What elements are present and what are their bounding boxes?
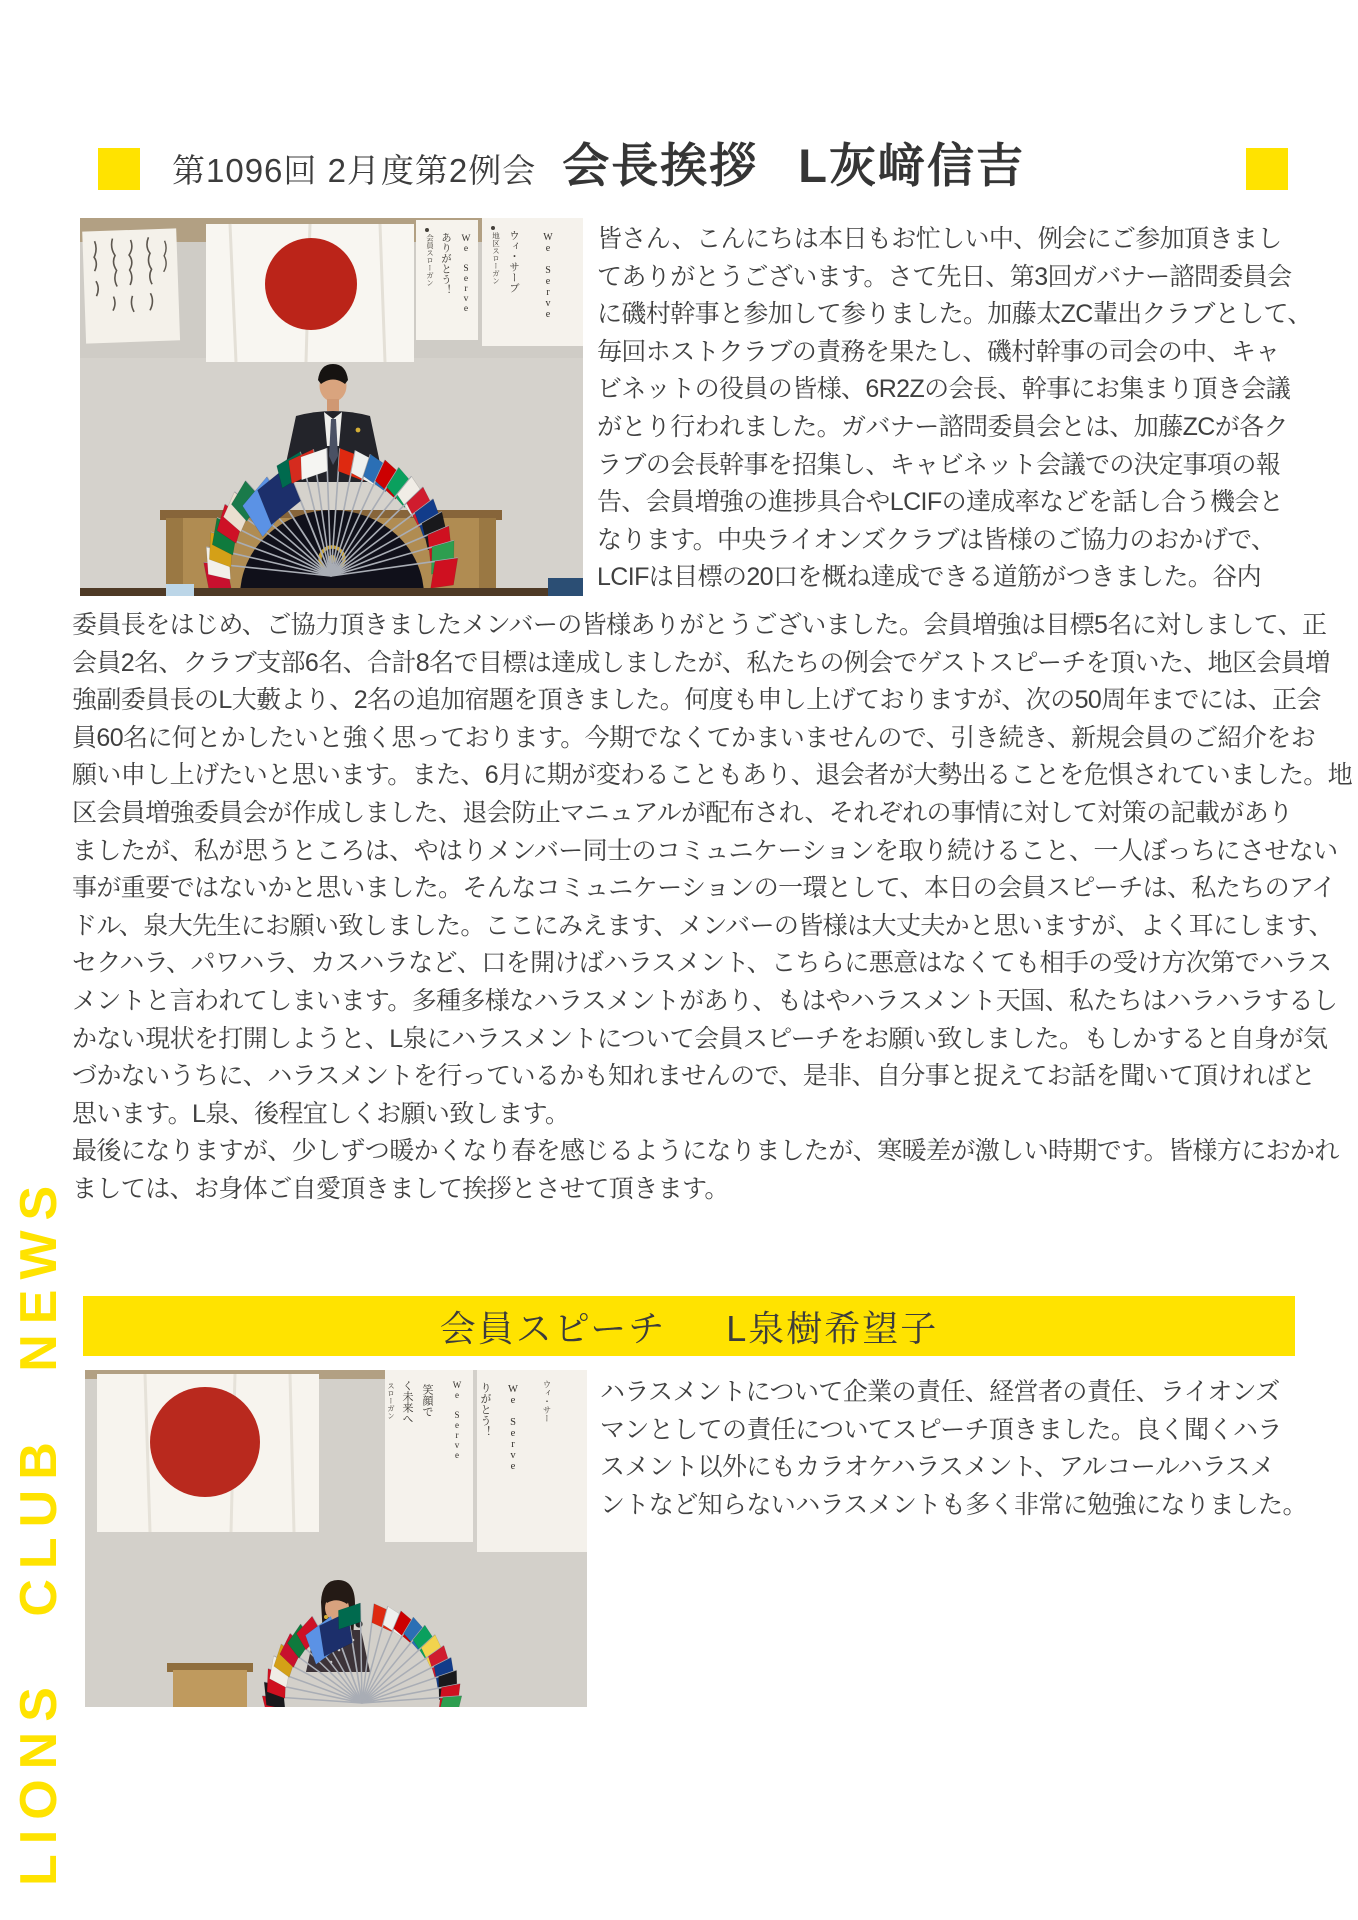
article-title-main: 会長挨拶 [562, 139, 759, 192]
slogan-b-we-serve-en: We Serve [542, 232, 554, 320]
photo-president-speech [80, 218, 583, 596]
text-line: 会員2名、クラブ支部6名、合計8名で目標は達成しましたが、私たちの例会でゲストスピーチを頂いた、地区会員増 [72, 648, 1330, 677]
slogan-we-serve-partial: We Serve [452, 1380, 462, 1460]
president-name: L灰﨑信吉 [798, 139, 1026, 192]
slogan-a-we-serve: We Serve [461, 234, 471, 314]
slogan-a-label: 会員スローガン [425, 234, 435, 287]
text-line: づかないうちに、ハラスメントを行っているかも知れませんので、是非、自分事と捉えてお話を聞いて頂ければと [72, 1062, 1316, 1091]
text-line: 員60名に何とかしたいと強く思っております。今期でなくてかまいませんので、引き続き、新規会員のご紹介をお [72, 723, 1316, 752]
president-greeting-intro [597, 221, 1312, 597]
text-line: ましたが、私が思うところは、やはりメンバー同士のコミュニケーションを取り続けること、一人ぼっちにさせない [72, 836, 1338, 865]
slogan-smile: 笑顔で [421, 1384, 433, 1417]
text-line: てありがとうございます。さて先日、第3回ガバナー諮問委員会 [597, 262, 1292, 291]
slogan-banner-a [416, 220, 478, 340]
slogan-b-we-serve-jp: ウィ・サーブ [508, 230, 520, 293]
slogan-thanks: りがとう！ [479, 1382, 491, 1437]
text-line: スメント以外にもカラオケハラスメント、アルコールハラスメ [600, 1453, 1275, 1482]
japan-flag-sun [265, 238, 357, 330]
slogan-wi-sa: ウィ・サー [542, 1380, 552, 1423]
slogan-we-serve: We Serve [507, 1384, 519, 1472]
text-line: 毎回ホストクラブの責務を果たし、磯村幹事の司会の中、キャ [597, 337, 1280, 366]
text-line: セクハラ、パワハラ、カスハラなど、口を開けばハラスメント、こちらに悪意はなくても相手の受け方次第でハラス [72, 949, 1332, 978]
article-title [562, 129, 1025, 196]
text-line: メントと言われてしまいます。多種多様なハラスメントがあり、もはやハラスメント天国、私たちはハラハラするし [72, 986, 1338, 1015]
member-speech-banner [83, 1296, 1295, 1356]
slogan-banner-b [482, 218, 583, 346]
text-line: 区会員増強委員会が作成しました、退会防止マニュアルが配布され、それぞれの事情に対して対策の記載があり [72, 798, 1293, 827]
japan-flag-banner [206, 224, 414, 362]
text-line: 委員長をはじめ、ご協力頂きましたメンバーの皆様ありがとうございました。会員増強は目標5名に対しまして、正 [72, 611, 1327, 639]
slogan-b-label: 地区スローガン [491, 232, 501, 285]
text-line: かない現状を打開しようと、L泉にハラスメントについて会員スピーチをお願い致しました。もしかすると自身が気 [72, 1024, 1328, 1053]
text-line: 思います。L泉、後程宜しくお願い致します。 [72, 1099, 570, 1128]
text-line: に磯村幹事と参加して参りました。加藤太ZC輩出クラブとして、 [597, 300, 1312, 329]
text-line: ドル、泉大先生にお願い致しました。ここにみえます、メンバーの皆様は大丈夫かと思いますが、よく耳にします、 [72, 911, 1334, 940]
text-line: なります。中央ライオンズクラブは皆様のご協力のおかげで、 [597, 525, 1276, 554]
member-speech-summary [600, 1374, 1310, 1524]
slogan-label: スローガン [386, 1382, 396, 1420]
text-line: ントなど知らないハラスメントも多く非常に勉強になりました。 [600, 1490, 1307, 1519]
photo-member-speech [85, 1370, 587, 1707]
text-line: ラブの会長幹事を招集し、キャビネット会議での決定事項の報 [597, 450, 1281, 479]
text-line: がとり行われました。ガバナー諮問委員会とは、加藤ZCが各ク [597, 412, 1288, 441]
masthead-vertical-title: LIONS CLUB NEWS [10, 1175, 68, 1886]
meeting-label: 第1096回 2月度第2例会 [172, 152, 537, 189]
japan-flag-sun [150, 1387, 260, 1497]
photo-member-speech-illustration [85, 1370, 587, 1707]
slogan-banner-b [477, 1370, 587, 1552]
text-line: 皆さん、こんにちは本日もお忙しい中、例会にご参加頂きまし [597, 225, 1282, 253]
podium [167, 1663, 253, 1707]
text-line: LCIFは目標の20口を概ね達成できる道筋がつきました。谷内 [597, 563, 1261, 592]
slogan-a-thanks: ありがとう！ [440, 232, 452, 295]
text-line: 告、会員増強の進捗具合やLCIFの達成率などを話し合う機会と [597, 488, 1284, 517]
text-line: ビネットの役員の皆様、6R2Zの会長、幹事にお集まり頂き会議 [597, 375, 1291, 404]
text-line: 事が重要ではないかと思いました。そんなコミュニケーションの一環として、本日の会員スピーチは、私たちのアイ [72, 874, 1336, 903]
text-line: ましては、お身体ご自愛頂きまして挨拶とさせて頂きます。 [72, 1174, 729, 1203]
president-greeting-body [72, 607, 1353, 1209]
photo-president-speech-illustration [80, 218, 583, 596]
slogan-banner-a [385, 1370, 473, 1542]
member-speech-title: 会員スピーチ [439, 1307, 667, 1349]
text-line: 強副委員長のL大藪より、2名の追加宿題を頂きました。何度も申し上げておりますが、次の50周年までには、正会 [72, 686, 1321, 715]
member-speech-speaker: L泉樹希望子 [726, 1307, 939, 1349]
article-header [172, 134, 1232, 196]
text-line: ハラスメントについて企業の責任、経営者の責任、ライオンズ [600, 1378, 1280, 1406]
accent-square-left [98, 148, 140, 190]
slogan-future: く未来へ [401, 1380, 413, 1424]
text-line: 願い申し上げたいと思います。また、6月に期が変わることもあり、退会者が大勢出ることを危惧されていました。地 [72, 761, 1353, 790]
accent-square-right [1246, 148, 1288, 190]
japan-flag-banner [97, 1374, 319, 1532]
text-line: マンとしての責任についてスピーチ頂きました。良く聞くハラ [600, 1415, 1282, 1444]
text-line: 最後になりますが、少しずつ暖かくなり春を感じるようになりましたが、寒暖差が激しい時期です。皆様方におかれ [72, 1137, 1339, 1166]
calligraphy-banner [82, 228, 180, 343]
